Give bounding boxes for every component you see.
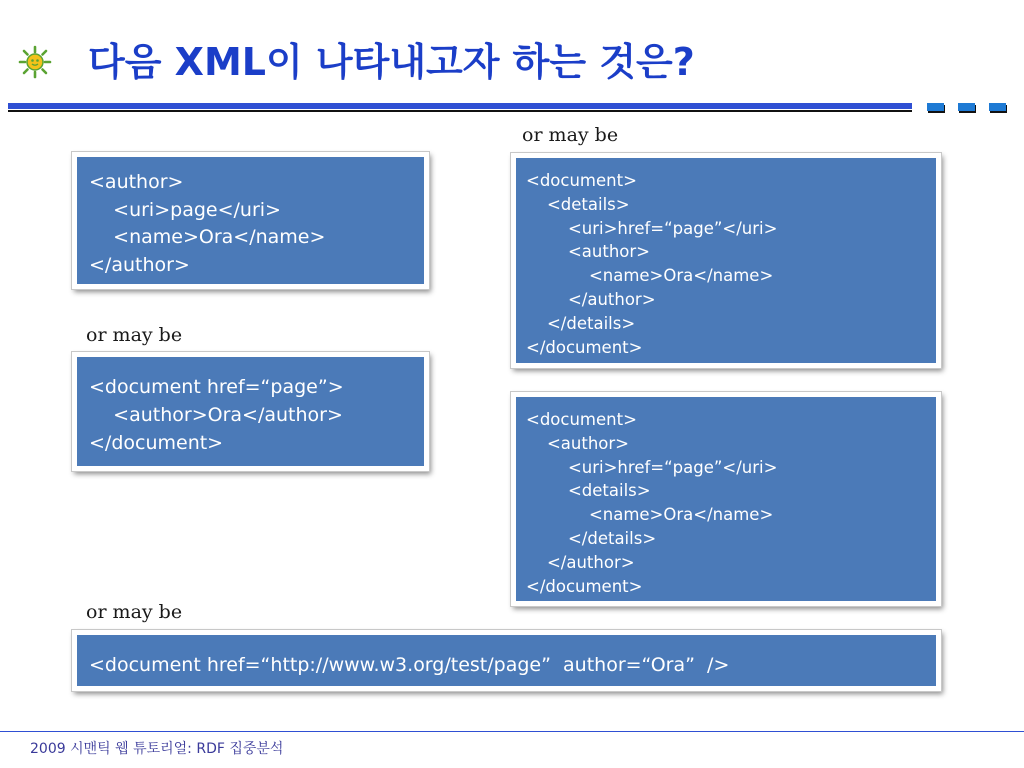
- sun-bug-icon: [17, 44, 53, 80]
- title-rule-dash: [958, 103, 975, 111]
- footer-divider: [0, 731, 1024, 732]
- xml-example-document-attributes: [72, 630, 941, 691]
- xml-line: <uri>page</uri>: [89, 198, 281, 221]
- xml-line: </author>: [89, 253, 190, 276]
- title-rule-dash: [989, 103, 1006, 111]
- xml-line: </details>: [526, 313, 636, 333]
- xml-example-document-author-details: [511, 392, 941, 606]
- xml-example-author-uri: [72, 152, 429, 289]
- xml-example-document-href: [72, 352, 429, 471]
- or-may-be-note: or may be: [522, 124, 619, 146]
- slide-title: 다음 XML이 나타내고자 하는 것은?: [88, 40, 695, 84]
- footer-text: 2009 시맨틱 웹 튜토리얼: RDF 집중분석: [30, 741, 284, 757]
- xml-line: <author>: [526, 433, 630, 453]
- xml-example-document-details-author: [511, 153, 941, 368]
- title-rule-dash: [927, 103, 944, 111]
- xml-line: </document>: [89, 432, 224, 454]
- xml-line: <document href=“page”>: [89, 376, 344, 398]
- xml-line: <name>Ora</name>: [89, 226, 326, 248]
- or-may-be-note: or may be: [86, 601, 183, 623]
- xml-line: <uri>href=“page”</uri>: [526, 218, 778, 238]
- xml-line: <uri>href=“page”</uri>: [526, 457, 778, 477]
- xml-line: <details>: [526, 481, 651, 501]
- title-underline: [8, 103, 912, 109]
- xml-line: <document href=“http://www.w3.org/test/page” author=“Ora” />: [89, 654, 730, 676]
- xml-line: <details>: [526, 194, 630, 214]
- xml-line: </document>: [526, 337, 643, 357]
- xml-line: <author>Ora</author>: [89, 404, 343, 426]
- xml-line: <document>: [526, 171, 637, 190]
- xml-line: </document>: [526, 576, 643, 596]
- or-may-be-note: or may be: [86, 324, 183, 346]
- xml-line: </author>: [526, 552, 635, 572]
- xml-line: </details>: [526, 528, 657, 548]
- xml-line: <name>Ora</name>: [526, 505, 774, 525]
- xml-line: <author>: [89, 171, 184, 193]
- xml-line: <author>: [526, 242, 650, 262]
- xml-line: </author>: [526, 289, 656, 309]
- xml-line: <document>: [526, 410, 637, 429]
- xml-line: <name>Ora</name>: [526, 266, 774, 286]
- title-underline-shadow: [8, 110, 912, 112]
